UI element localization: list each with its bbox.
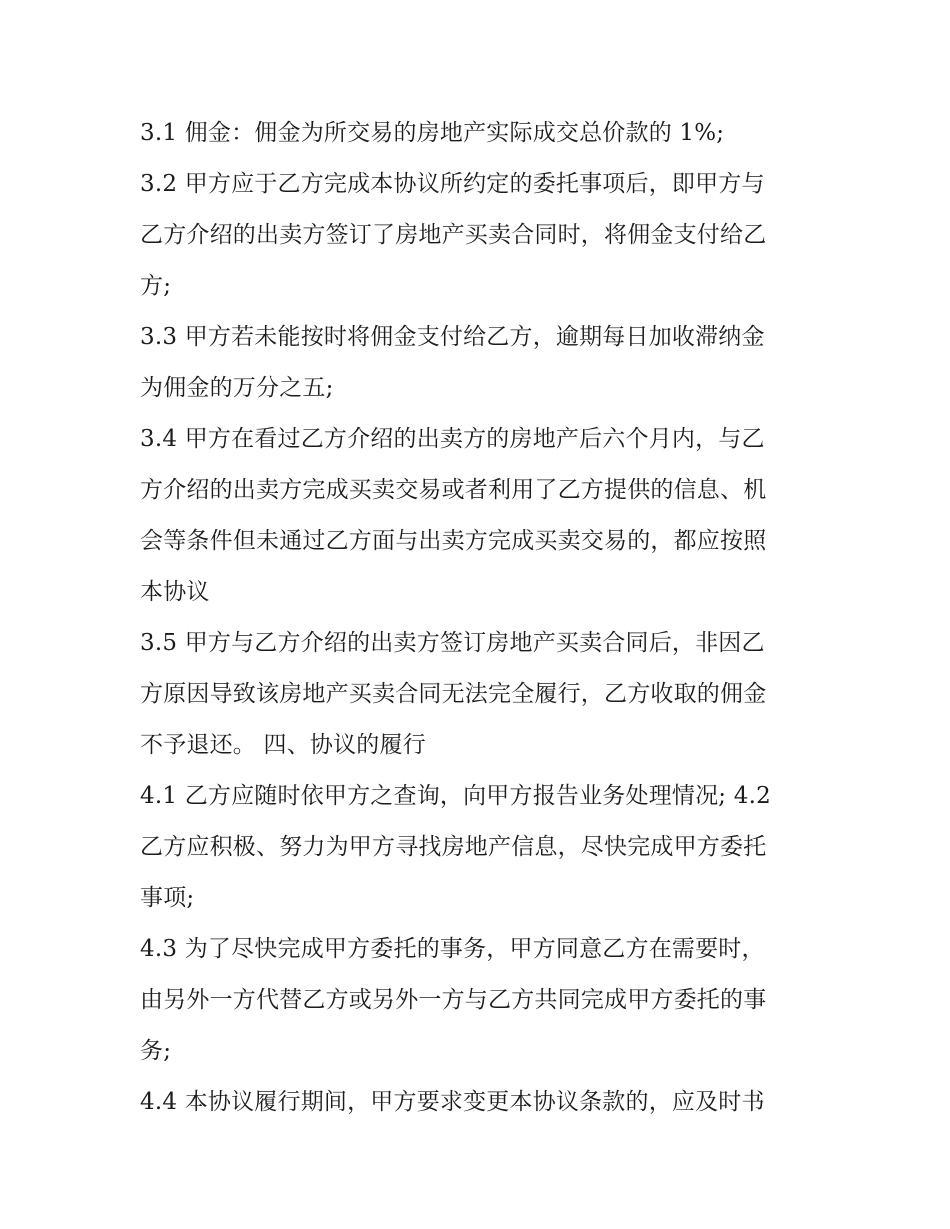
text-line: 本协议 <box>140 579 210 605</box>
text-line: 4.4 本协议履行期间，甲方要求变更本协议条款的，应及时书 <box>140 1089 765 1115</box>
text-line: 会等条件但未通过乙方面与出卖方完成买卖交易的，都应按照 <box>140 528 767 554</box>
text-line: 4.3 为了尽快完成甲方委托的事务，甲方同意乙方在需要时， <box>140 936 765 962</box>
text-line: 由另外一方代替乙方或另外一方与乙方共同完成甲方委托的事 <box>140 987 767 1013</box>
text-line: 乙方应积极、努力为甲方寻找房地产信息，尽快完成甲方委托 <box>140 834 767 860</box>
text-line: 方; <box>140 273 172 299</box>
text-line: 事项; <box>140 885 195 911</box>
text-line: 3.2 甲方应于乙方完成本协议所约定的委托事项后，即甲方与 <box>140 171 765 197</box>
text-line: 4.1 乙方应随时依甲方之查询，向甲方报告业务处理情况; 4.2 <box>140 783 771 809</box>
text-line: 3.5 甲方与乙方介绍的出卖方签订房地产买卖合同后，非因乙 <box>140 630 765 656</box>
text-line: 务; <box>140 1038 172 1064</box>
text-line: 乙方介绍的出卖方签订了房地产买卖合同时，将佣金支付给乙 <box>140 222 767 248</box>
text-line: 为佣金的万分之五; <box>140 375 334 401</box>
text-line: 3.3 甲方若未能按时将佣金支付给乙方，逾期每日加收滞纳金 <box>140 324 765 350</box>
text-line: 方原因导致该房地产买卖合同无法完全履行，乙方收取的佣金 <box>140 681 767 707</box>
document-body <box>140 108 820 1128</box>
text-line: 3.1 佣金：佣金为所交易的房地产实际成交总价款的 1%; <box>140 120 725 146</box>
text-line: 方介绍的出卖方完成买卖交易或者利用了乙方提供的信息、机 <box>140 477 767 503</box>
text-line: 不予退还。 四、协议的履行 <box>140 732 426 758</box>
text-line: 3.4 甲方在看过乙方介绍的出卖方的房地产后六个月内，与乙 <box>140 426 765 452</box>
